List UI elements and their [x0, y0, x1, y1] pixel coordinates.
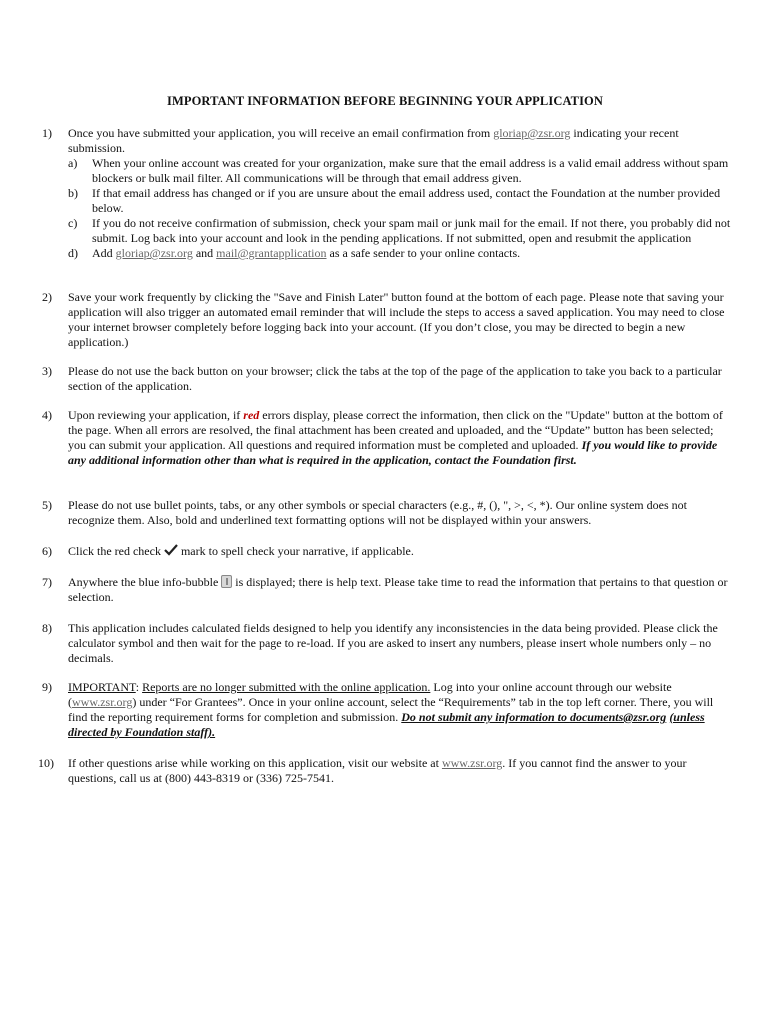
list-item-3: [42, 364, 732, 394]
item-text: indicating your recent submission.: [68, 126, 679, 155]
sub-item-a: [68, 156, 732, 186]
website-link[interactable]: www.zsr.org: [72, 695, 133, 709]
sub-item-text: If you do not receive confirmation of submission, check your spam mail or junk mail for the email. If not there, you probably did not submit. Log back into your account and look in the pending applications. If not submitted, open and resubmit the application: [92, 216, 731, 245]
item-text: ) under “For Grantees”. Once in your online account, select the “Requirements” tab in the top left corner. There, you will find the reporting requirement forms for completion and submission.: [68, 695, 714, 724]
emphasis-text: (unless directed by Foundation staff).: [68, 710, 705, 739]
sub-item-letter: a): [68, 156, 78, 170]
item-number: 3): [42, 364, 52, 378]
item-text: Click the red check: [68, 544, 164, 558]
item-text: is displayed; there is help text. Please take time to read the information that pertains to that question or selection.: [68, 575, 728, 604]
sub-item-letter: b): [68, 186, 78, 200]
item-text: If other questions arise while working on this application, visit our website at: [68, 756, 442, 770]
sub-item-d: [68, 246, 732, 261]
list-item-4: [42, 408, 732, 468]
info-bubble-icon: [221, 575, 232, 588]
list-item-5: [42, 498, 732, 528]
item-text: Please do not use bullet points, tabs, or any other symbols or special characters (e.g., #, (), ", >, <, *). Our online system does not recognize them. Also, bold and underlined text formatting options will not be displayed within your answers.: [68, 498, 687, 527]
sub-item-text: as a safe sender to your online contacts.: [326, 246, 521, 260]
documents-email-link[interactable]: documents@zsr.org: [569, 710, 667, 724]
item-text: This application includes calculated fields designed to help you identify any inconsistencies in the data being provided. Please click the calculator symbol and then wait for the page to re-load. If you are asked to insert any numbers, please insert whole numbers only – no decimals.: [68, 621, 718, 665]
item-text: Save your work frequently by clicking the "Save and Finish Later" button found at the bottom of each page. Please note that saving your application will also trigger an automated email reminder that will include the steps to access a saved application. You may need to close your internet browser completely before logging back into your account. (If you don’t close, you may be directed to begin a new application.): [68, 290, 725, 349]
important-label: IMPORTANT: [68, 680, 136, 694]
sub-item-letter: c): [68, 216, 78, 230]
sub-item-text: and: [192, 246, 217, 260]
item-number: 4): [42, 408, 52, 422]
item-number: 2): [42, 290, 52, 304]
list-item-1: [42, 126, 732, 261]
sub-item-b: [68, 186, 732, 216]
email-link[interactable]: gloriap@zsr.org: [493, 126, 571, 140]
item-text: Please do not use the back button on your browser; click the tabs at the top of the page of the application to take you back to a particular section of the application.: [68, 364, 722, 393]
website-link[interactable]: www.zsr.org: [441, 756, 503, 770]
sub-item-text: If that email address has changed or if you are unsure about the email address used, contact the Foundation at the number provided below.: [92, 186, 721, 215]
email-link[interactable]: gloriap@zsr.org: [115, 246, 193, 260]
item-number: 6): [42, 544, 52, 558]
item-text: Upon reviewing your application, if: [68, 408, 244, 422]
email-link[interactable]: mail@grantapplication: [216, 246, 327, 260]
emphasis-text: If you would like to provide any additional information other than what is required in the application, contact the Foundation first.: [68, 438, 718, 467]
list-item-2: [42, 290, 732, 350]
item-text: mark to spell check your narrative, if applicable.: [177, 544, 414, 558]
item-number: 7): [42, 575, 52, 589]
sub-item-c: [68, 216, 732, 246]
item-text: . If you cannot find the answer to your questions, call us at (800) 443-8319 or (336) 725-7541.: [68, 756, 687, 785]
item-text: Anywhere the blue info-bubble: [68, 575, 222, 589]
red-text: red: [243, 408, 260, 422]
item-number: 10): [38, 756, 54, 770]
list-item-10: [38, 756, 732, 786]
sub-item-letter: d): [68, 246, 78, 260]
page-title: IMPORTANT INFORMATION BEFORE BEGINNING YOUR APPLICATION: [167, 94, 603, 108]
list-item-7: [42, 575, 732, 605]
item-number: 8): [42, 621, 52, 635]
sub-item-text: Add: [92, 246, 116, 260]
list-item-6: [42, 544, 732, 559]
list-item-9: [42, 680, 732, 740]
item-text: Once you have submitted your application, you will receive an email confirmation from: [68, 126, 494, 140]
item-text: errors display, please correct the information, then click on the "Update" button at the bottom of the page. When all errors are resolved, the final attachment has been created and uploaded, and the “Update” button has been selected; you can submit your application. All questions and required information must be completed and uploaded.: [68, 408, 723, 452]
list-item-8: [42, 621, 732, 666]
emphasis-text: Do not submit any information to: [401, 710, 570, 724]
item-text: Log into your online account through our website (: [68, 680, 672, 709]
item-number: 9): [42, 680, 52, 694]
sub-item-text: When your online account was created for your organization, make sure that the email address is a valid email address without spam blockers or bulk mail filter. All communications will be through that email address given.: [92, 156, 729, 185]
check-mark-icon: [164, 544, 178, 556]
reports-notice: Reports are no longer submitted with the online application.: [142, 680, 431, 694]
item-number: 5): [42, 498, 52, 512]
item-number: 1): [42, 126, 52, 140]
item-text: :: [135, 680, 143, 694]
